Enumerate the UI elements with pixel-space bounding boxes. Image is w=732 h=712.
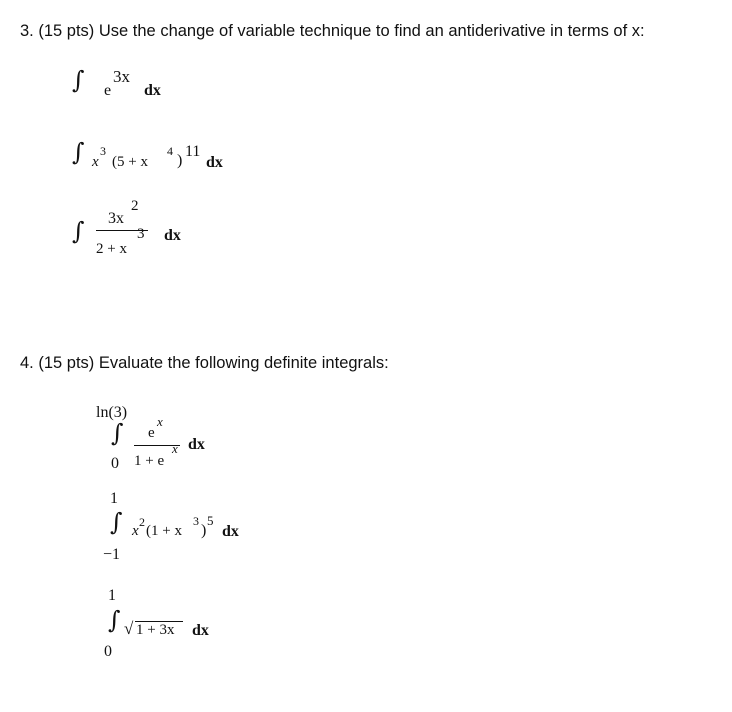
differential: dx — [188, 436, 205, 453]
numerator: 3x — [108, 210, 124, 227]
inner-exponent: 3 — [193, 514, 199, 528]
integral-sign: ∫ — [111, 419, 124, 447]
variable-x: x — [132, 523, 139, 539]
numerator: e — [148, 425, 155, 441]
denominator: 2 + x — [96, 241, 127, 257]
radicand: 1 + 3x — [136, 622, 175, 638]
upper-limit: 1 — [108, 587, 116, 604]
differential: dx — [164, 227, 181, 244]
integral-sign: ∫ — [72, 138, 85, 166]
differential: dx — [222, 523, 239, 540]
problem-4-heading: 4. (15 pts) Evaluate the following definite integrals: — [20, 354, 389, 372]
radical-sign: √ — [124, 619, 134, 638]
denominator-exponent: 3 — [137, 226, 145, 242]
lower-limit: −1 — [103, 546, 121, 563]
differential: dx — [144, 82, 161, 99]
numerator-exponent: x — [157, 414, 163, 429]
problem-3-heading: 3. (15 pts) Use the change of variable technique to find an antiderivative in terms of x: — [20, 22, 645, 40]
outer-exponent: 5 — [207, 513, 214, 528]
variable-x: x — [92, 154, 99, 170]
lower-limit: 0 — [111, 455, 119, 472]
open-group: (1 + x — [146, 523, 182, 539]
differential: dx — [192, 622, 209, 639]
integral-sign: ∫ — [72, 217, 85, 245]
numerator-exponent: 2 — [131, 198, 139, 214]
denominator: 1 + e — [134, 453, 165, 469]
upper-limit: ln(3) — [96, 404, 128, 421]
open-group: (5 + x — [112, 154, 148, 170]
exponent: 3x — [113, 67, 130, 86]
x-exponent: 3 — [100, 144, 106, 158]
inner-exponent: 4 — [167, 144, 173, 158]
close-group: ) — [201, 522, 207, 539]
differential: dx — [206, 154, 223, 171]
integral-sign: ∫ — [110, 508, 123, 536]
exp-base: e — [104, 82, 112, 99]
upper-limit: 1 — [110, 490, 118, 507]
x-exponent: 2 — [139, 515, 145, 529]
integral-sign: ∫ — [108, 606, 121, 634]
outer-exponent: 11 — [185, 143, 201, 160]
lower-limit: 0 — [104, 643, 112, 660]
integral-sign: ∫ — [72, 66, 85, 94]
denominator-exponent: x — [172, 441, 178, 456]
close-group: ) — [177, 152, 183, 169]
